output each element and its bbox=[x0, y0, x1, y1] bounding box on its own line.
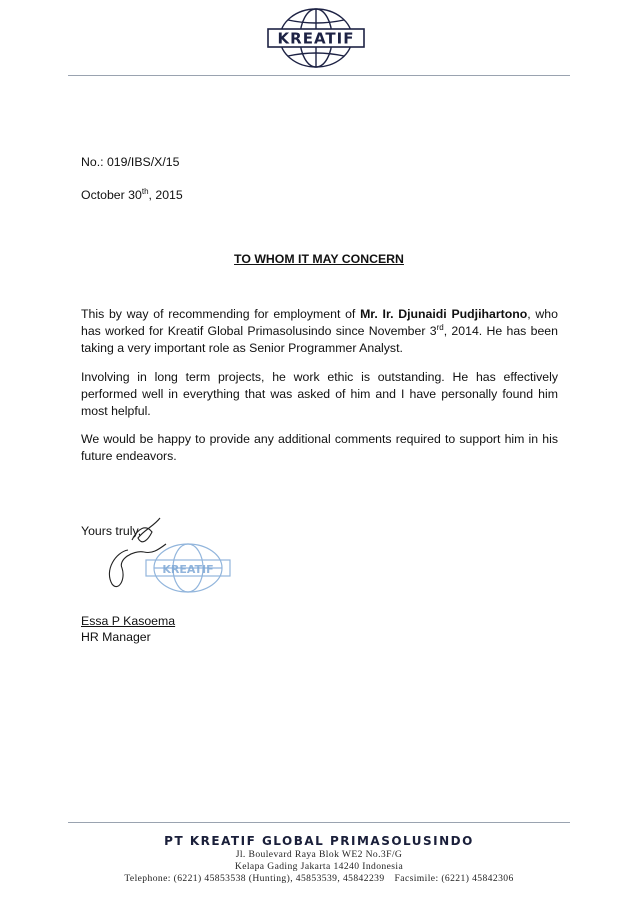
footer-company-name: PT KREATIF GLOBAL PRIMASOLUSINDO bbox=[164, 834, 474, 848]
signer-title: HR Manager bbox=[81, 630, 151, 644]
paragraph-performance: Involving in long term projects, he work ethic is outstanding. He has effectively performed well in everything that was asked of him and I have personally found him most helpful. bbox=[81, 370, 558, 419]
date-prefix: October 30 bbox=[81, 188, 142, 202]
p1-text-b: , who has worked for Kreatif Global Primasolusindo since November 3 bbox=[81, 307, 558, 339]
footer-address-line1: Jl. Boulevard Raya Blok WE2 No.3F/G bbox=[235, 849, 403, 860]
date-year: , 2015 bbox=[148, 188, 183, 202]
stamp-text: KREATIF bbox=[162, 563, 214, 576]
date-ordinal: th bbox=[141, 186, 149, 196]
footer-telephone: Telephone: (6221) 45853538 (Hunting), 45853539, 45842239 bbox=[124, 873, 385, 884]
start-date-ordinal: rd bbox=[436, 323, 444, 333]
footer-contact bbox=[0, 873, 638, 884]
signature-stamp bbox=[88, 510, 248, 600]
signer-name: Essa P Kasoema bbox=[81, 614, 176, 628]
paragraph-recommendation bbox=[81, 306, 558, 358]
p1-text-c: , 2014. He has been taking a very important role as Senior Programmer Analyst. bbox=[81, 324, 558, 356]
footer-facsimile: Facsimile: (6221) 45842306 bbox=[394, 873, 514, 884]
footer-divider bbox=[68, 822, 570, 823]
kreatif-logo bbox=[254, 6, 378, 70]
letter-heading: TO WHOM IT MAY CONCERN bbox=[234, 252, 404, 266]
footer-address-line2: Kelapa Gading Jakarta 14240 Indonesia bbox=[234, 861, 404, 872]
paragraph-closing-offer: We would be happy to provide any additional comments required to support him in his future endeavors. bbox=[81, 432, 558, 464]
reference-number: No.: 019/IBS/X/15 bbox=[81, 155, 180, 169]
header-divider bbox=[68, 75, 570, 76]
closing-salutation: Yours truly, bbox=[81, 524, 142, 538]
letter-date bbox=[81, 187, 183, 204]
logo-text: KREATIF bbox=[277, 29, 355, 48]
p1-text-a: This by way of recommending for employment of bbox=[81, 307, 361, 321]
candidate-name: Mr. Ir. Djunaidi Pudjihartono bbox=[360, 307, 528, 321]
